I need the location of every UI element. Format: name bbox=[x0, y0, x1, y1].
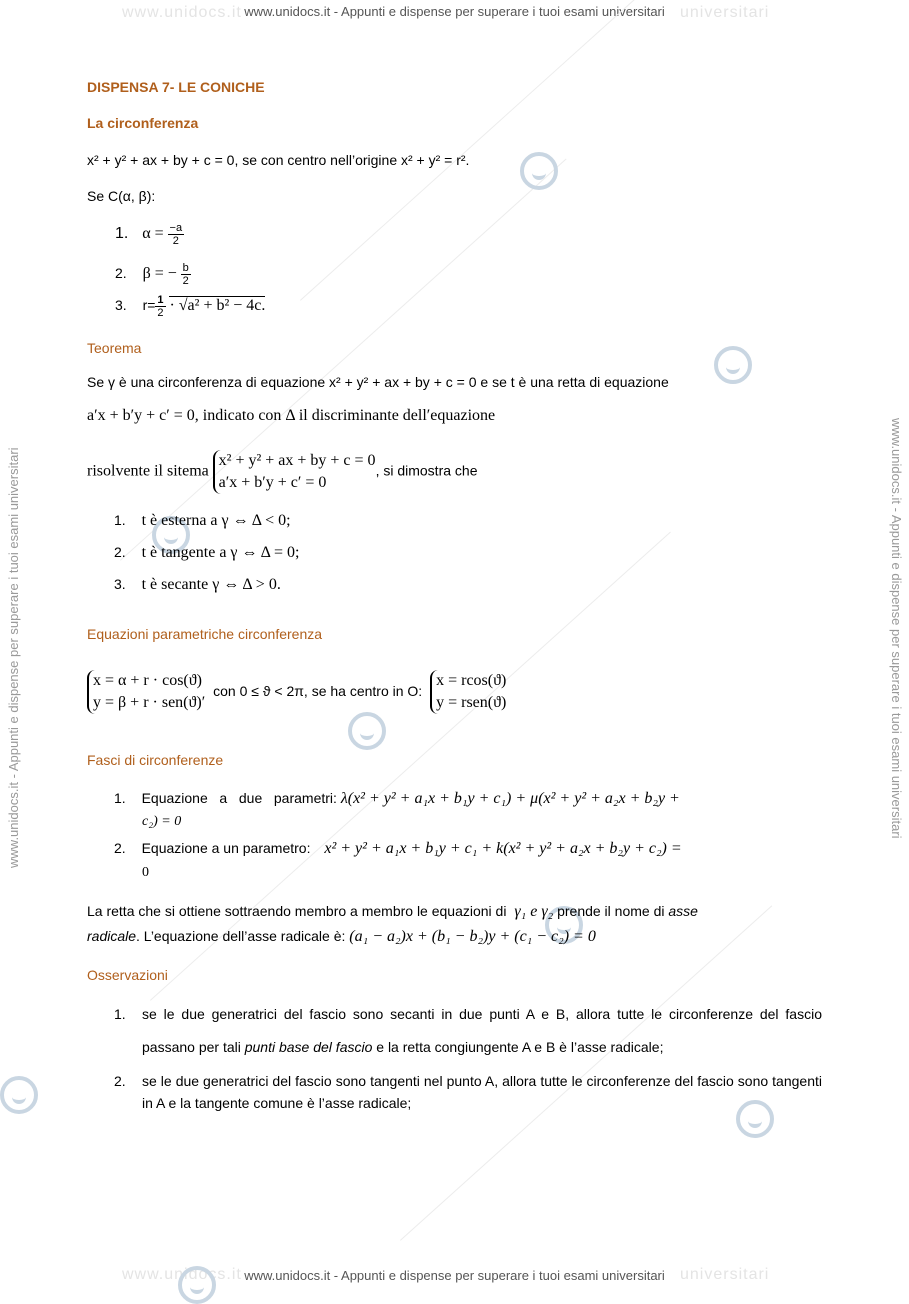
watermark-side-right: www.unidocs.it - Appunti e dispense per superare i tuoi esami universitari bbox=[889, 418, 904, 839]
system-row: y = rsen(ϑ) bbox=[436, 694, 507, 711]
watermark-logo-icon bbox=[178, 1266, 216, 1304]
watermark-ghost-bottom-right: universitari bbox=[680, 1266, 770, 1283]
system-prefix: risolvente il sitema bbox=[87, 462, 209, 480]
para-text: . L’equazione dell’asse radicale è: bbox=[136, 928, 346, 944]
fraction-numerator: −a bbox=[169, 222, 183, 234]
system-row: a′x + b′y + c′ = 0 bbox=[218, 474, 327, 491]
system-row: y = β + r · sen(ϑ)′ bbox=[93, 694, 206, 711]
fraction bbox=[168, 222, 185, 247]
item-number: 2. bbox=[114, 1073, 126, 1089]
item-text: t è tangente a γ ⇔ Δ = 0; bbox=[141, 544, 300, 561]
fraction-numerator: b bbox=[182, 262, 189, 274]
parametric-system-origin bbox=[430, 670, 506, 714]
para-term: asse bbox=[668, 903, 698, 919]
para-text: prende il nome di bbox=[557, 903, 665, 919]
center-item-3 bbox=[115, 294, 265, 319]
watermark-ghost-top-left: www.unidocs.it bbox=[122, 4, 242, 21]
item-number: 1. bbox=[114, 512, 126, 528]
item-number: 1. bbox=[115, 225, 129, 243]
asse-radicale-line-2 bbox=[87, 928, 596, 946]
fasci-item-2 bbox=[114, 840, 682, 858]
item-number: 1. bbox=[114, 1006, 126, 1022]
theorem-line-1: Se γ è una circonferenza di equazione x² + y² + ax + by + c = 0 e se t è una retta di equazione bbox=[87, 374, 669, 390]
theorem-line-2: a′x + b′y + c′ = 0, indicato con Δ il discriminante dell′equazione bbox=[87, 407, 496, 424]
item-text: t è esterna a γ ⇔ Δ < 0; bbox=[141, 512, 291, 529]
parametric-condition: con 0 ≤ ϑ < 2π, se ha centro in O: bbox=[213, 682, 423, 699]
theorem-item-3 bbox=[114, 576, 281, 594]
fraction-denominator: 2 bbox=[157, 307, 164, 319]
fasci-item-1 bbox=[114, 790, 680, 808]
asse-radicale-equation: (a₁ − a₂)x + (b₁ − b₂)y + (c₁ − c₂) = 0 bbox=[349, 928, 596, 945]
item-text-italic: punti base del fascio bbox=[244, 1039, 373, 1055]
item-number: 2. bbox=[114, 544, 126, 560]
general-equation-line: x² + y² + ax + by + c = 0, se con centro nell’origine x² + y² = r². bbox=[87, 152, 470, 168]
watermark-line bbox=[300, 0, 687, 301]
item-text: Equazione a un parametro: bbox=[141, 840, 311, 856]
fraction-denominator: 2 bbox=[182, 275, 189, 287]
item-equation: x² + y² + a₁x + b₁y + c₁ + k(x² + y² + a₂x + b₂y + c₂) = bbox=[324, 840, 682, 857]
watermark-logo-icon bbox=[348, 712, 386, 750]
system-row: x² + y² + ax + by + c = 0 bbox=[218, 452, 376, 469]
item-text bbox=[142, 998, 822, 1064]
item-text: Equazione a due parametri: bbox=[141, 790, 337, 806]
para-math: γ₁ e γ₂ bbox=[514, 903, 554, 920]
item-text-part: e la retta congiungente A e B è l’asse radicale; bbox=[376, 1039, 664, 1055]
item-number: 2. bbox=[115, 265, 127, 282]
fasci-item-2-cont: 0 bbox=[142, 865, 149, 880]
radius-formula: · √a² + b² − 4c. bbox=[169, 297, 266, 315]
heading-teorema: Teorema bbox=[87, 340, 142, 356]
item-number: 2. bbox=[114, 840, 126, 856]
fasci-item-1-cont: c₂) = 0 bbox=[142, 814, 182, 829]
parametric-line bbox=[87, 670, 506, 714]
fraction bbox=[181, 262, 191, 287]
center-item-2 bbox=[115, 262, 191, 287]
watermark-header: www.unidocs.it - Appunti e dispense per superare i tuoi esami universitari bbox=[244, 4, 665, 19]
item-text: se le due generatrici del fascio sono tangenti nel punto A, allora tutte le circonferenze del fascio sono tangenti in A e la tangente comune è l’asse radicale; bbox=[142, 1073, 822, 1111]
theorem-item-1 bbox=[114, 512, 291, 530]
formula-lhs: r= bbox=[142, 297, 156, 314]
heading-parametriche: Equazioni parametriche circonferenza bbox=[87, 626, 323, 642]
item-text-part: se le due generatrici del fascio sono secanti in due punti A e B, allora tutte le circonferenze del fascio passano per tali bbox=[142, 1006, 822, 1055]
watermark-line bbox=[120, 159, 567, 561]
item-number: 3. bbox=[115, 297, 127, 314]
theorem-item-2 bbox=[114, 544, 299, 562]
item-equation: λ(x² + y² + a₁x + b₁y + c₁) + μ(x² + y² + a₂x + b₂y + bbox=[340, 790, 680, 807]
watermark-ghost-top-right: universitari bbox=[680, 4, 770, 21]
heading-fasci: Fasci di circonferenze bbox=[87, 752, 224, 768]
system-suffix: , si dimostra che bbox=[375, 462, 478, 479]
item-number: 1. bbox=[114, 790, 126, 806]
center-line: Se C(α, β): bbox=[87, 188, 156, 204]
watermark-ghost-bottom-left: www.unidocs.it bbox=[122, 1266, 242, 1283]
system-row: x = rcos(ϑ) bbox=[436, 672, 507, 689]
fraction-denominator: 2 bbox=[172, 235, 179, 247]
parametric-system-general bbox=[87, 670, 205, 714]
equation-system bbox=[213, 450, 376, 494]
watermark-side-left: www.unidocs.it - Appunti e dispense per superare i tuoi esami universitari bbox=[6, 447, 21, 868]
center-item-1 bbox=[115, 222, 184, 247]
formula-lhs: β = − bbox=[142, 265, 177, 283]
theorem-line-3 bbox=[87, 450, 478, 494]
fraction-numerator: 1 bbox=[157, 294, 164, 306]
watermark-logo-icon bbox=[520, 152, 558, 190]
system-row: x = α + r · cos(ϑ) bbox=[93, 672, 202, 689]
watermark-logo-icon bbox=[714, 346, 752, 384]
watermark-logo-icon bbox=[0, 1076, 38, 1114]
formula-lhs: α = bbox=[142, 225, 164, 243]
heading-circonferenza: La circonferenza bbox=[87, 115, 199, 131]
watermark-footer: www.unidocs.it - Appunti e dispense per superare i tuoi esami universitari bbox=[244, 1268, 665, 1283]
asse-radicale-line-1 bbox=[87, 903, 698, 921]
item-text: t è secante γ ⇔ Δ > 0. bbox=[141, 576, 281, 593]
heading-osservazioni: Osservazioni bbox=[87, 967, 168, 983]
para-text: La retta che si ottiene sottraendo membro a membro le equazioni di bbox=[87, 903, 507, 919]
fraction bbox=[155, 294, 165, 319]
para-term: radicale bbox=[87, 928, 137, 944]
document-title: DISPENSA 7- LE CONICHE bbox=[87, 79, 265, 95]
item-number: 3. bbox=[114, 576, 126, 592]
